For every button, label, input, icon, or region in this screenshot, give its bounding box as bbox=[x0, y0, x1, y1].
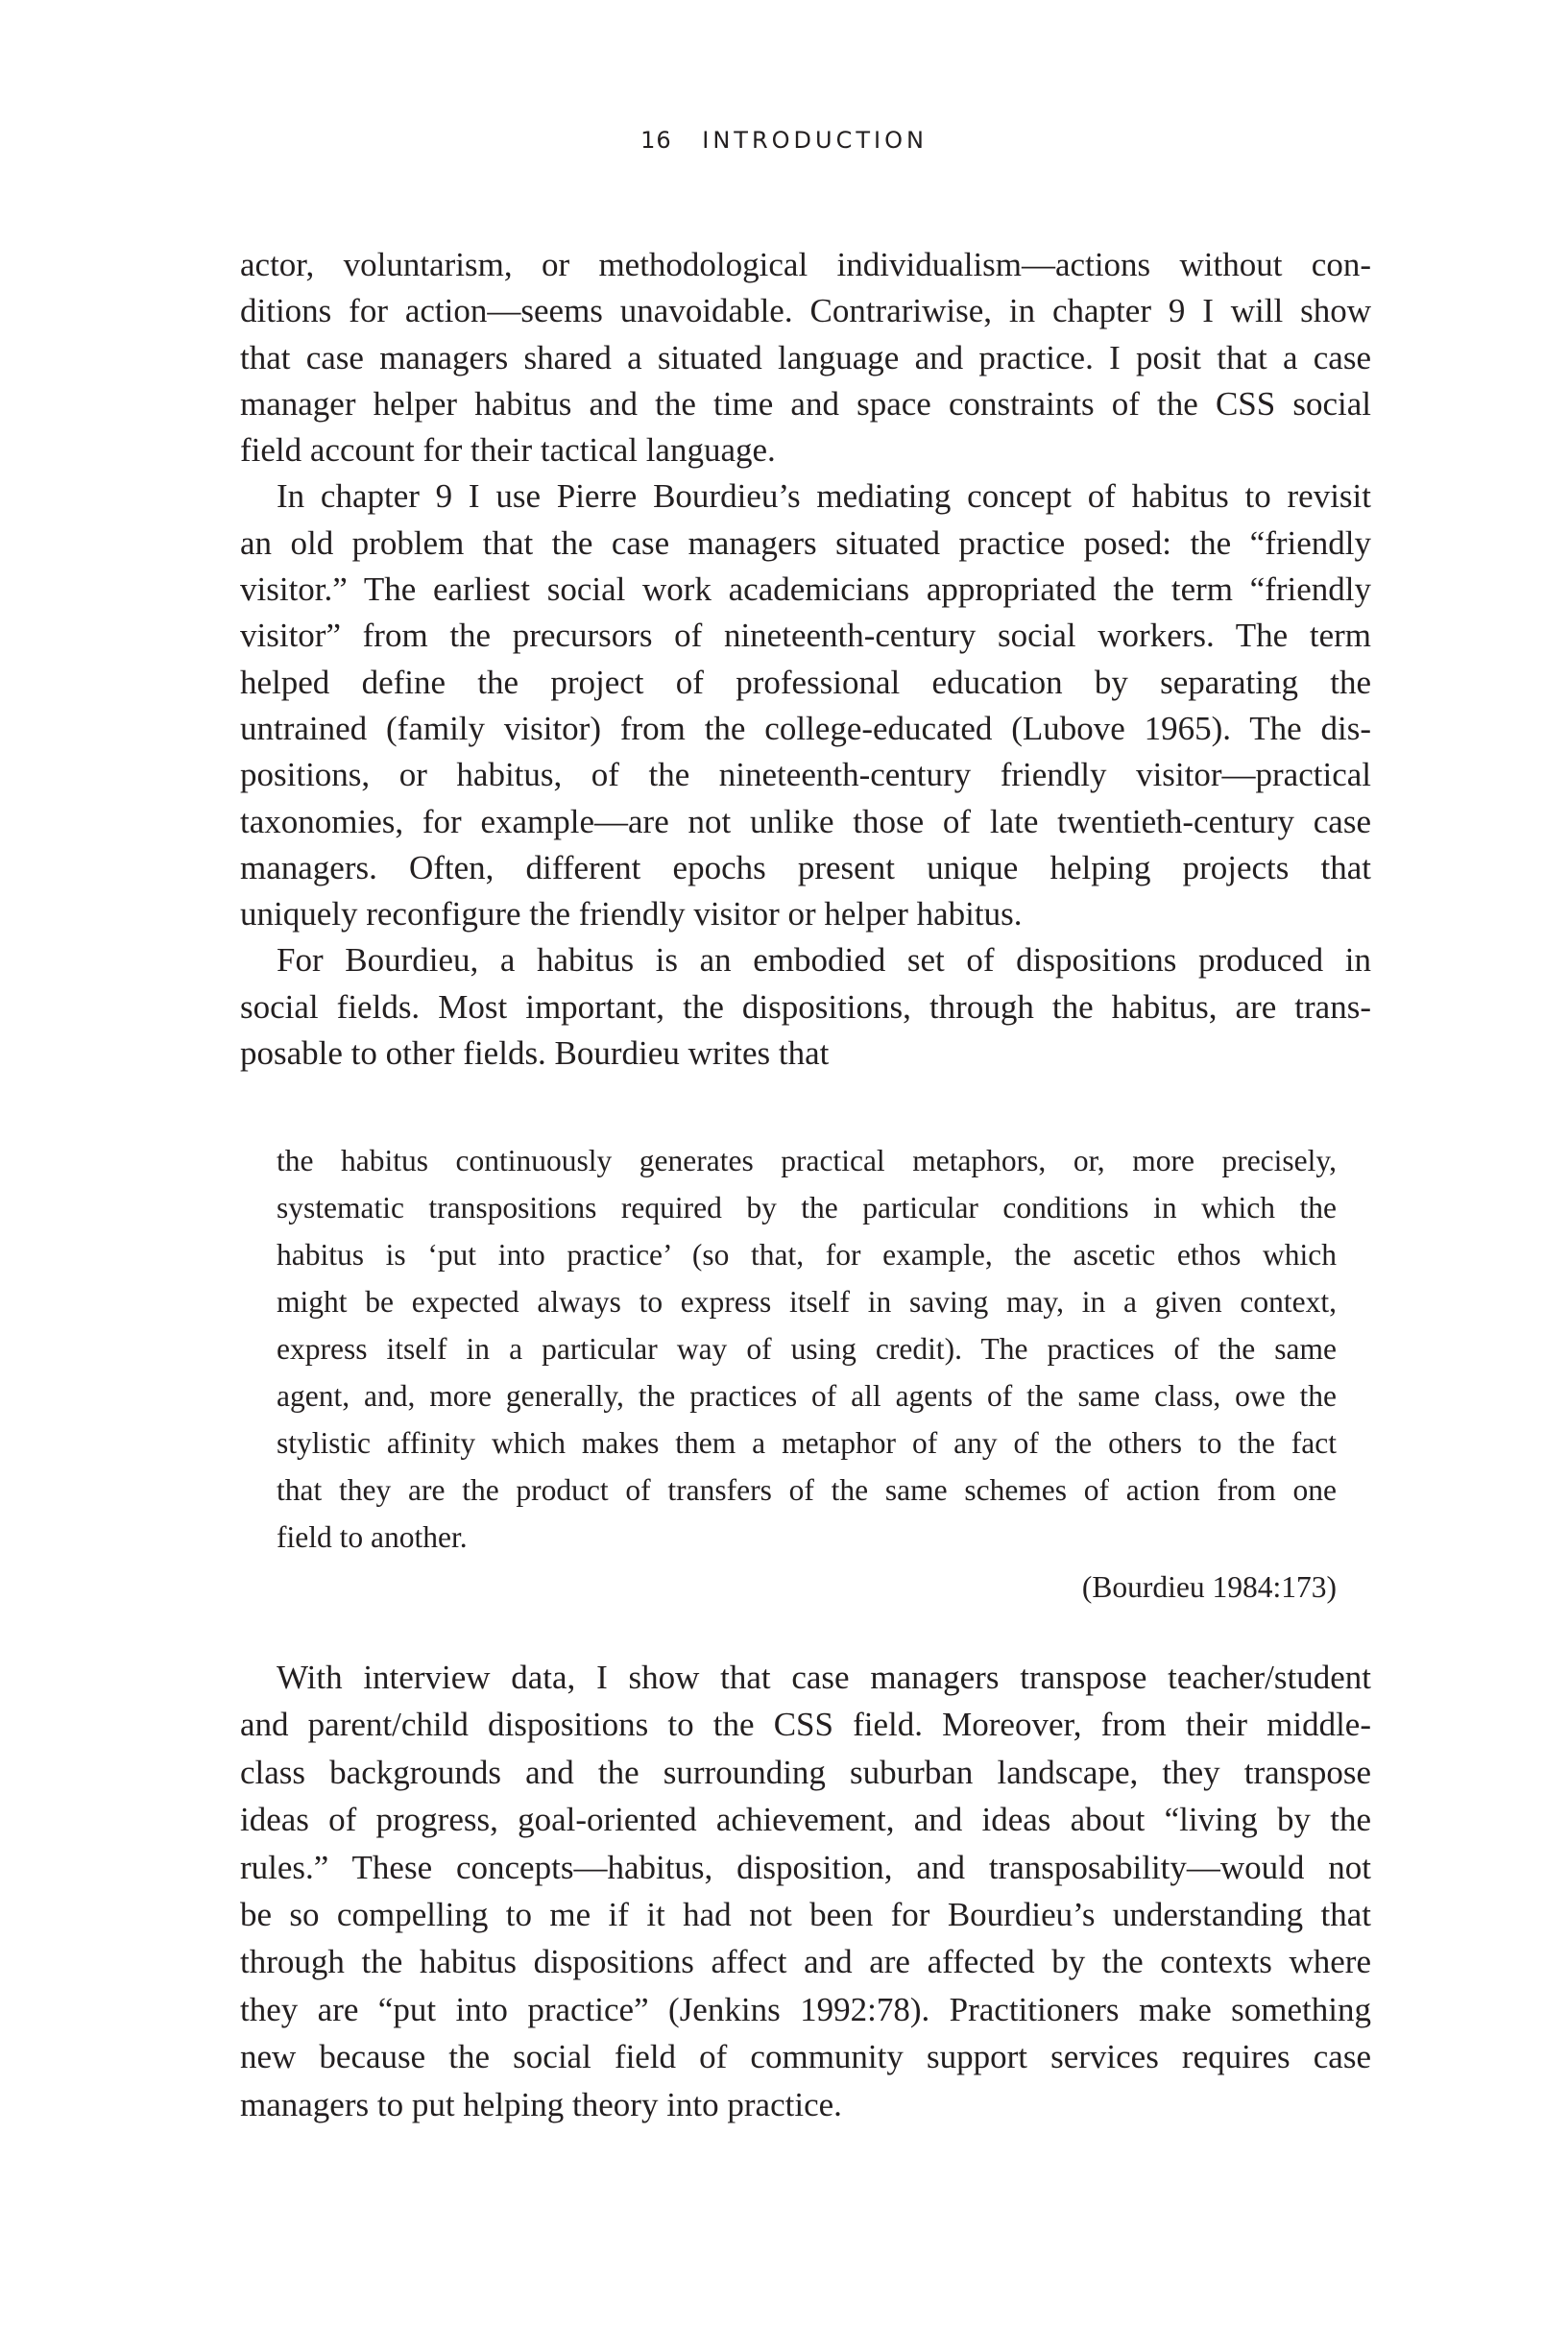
page-number: 16 bbox=[640, 127, 672, 154]
running-head bbox=[0, 127, 1568, 154]
quote-line: agent, and, more generally, the practices of all agents of the same class, owe the bbox=[277, 1379, 1337, 1413]
quote-line: stylistic affinity which makes them a metaphor of any of the others to the fact bbox=[277, 1426, 1337, 1460]
text-line: that case managers shared a situated language and practice. I posit that a case bbox=[240, 338, 1371, 376]
paragraph-3 bbox=[240, 937, 1371, 1077]
text-line: managers. Often, different epochs present unique helping projects that bbox=[240, 848, 1371, 886]
text-line: posable to other fields. Bourdieu writes that bbox=[240, 1034, 830, 1073]
text-line: taxonomies, for example—are not unlike those of late twentieth-century case bbox=[240, 802, 1371, 840]
text-line: ideas of progress, goal-oriented achievement, and ideas about “living by the bbox=[240, 1801, 1371, 1839]
quote-line: habitus is ‘put into practice’ (so that, for example, the ascetic ethos which bbox=[277, 1238, 1337, 1272]
text-line: and parent/child dispositions to the CSS field. Moreover, from their middle- bbox=[240, 1706, 1371, 1744]
body-text-bottom bbox=[240, 1654, 1371, 2128]
text-line: For Bourdieu, a habitus is an embodied set of dispositions produced in bbox=[277, 941, 1371, 980]
quote-line: field to another. bbox=[277, 1520, 468, 1554]
quote-line: systematic transpositions required by the particular conditions in which the bbox=[277, 1191, 1337, 1224]
text-line: class backgrounds and the surrounding suburban landscape, they transpose bbox=[240, 1753, 1371, 1791]
text-line: uniquely reconfigure the friendly visitor or helper habitus. bbox=[240, 895, 1023, 934]
quote-line: express itself in a particular way of using credit). The practices of the same bbox=[277, 1332, 1337, 1366]
text-line: With interview data, I show that case managers transpose teacher/student bbox=[277, 1659, 1371, 1696]
paragraph-2 bbox=[240, 473, 1371, 937]
text-line: visitor” from the precursors of nineteenth-century social workers. The term bbox=[240, 617, 1371, 655]
quote-line: might be expected always to express itself in saving may, in a given context, bbox=[277, 1285, 1337, 1319]
text-line: manager helper habitus and the time and space constraints of the CSS social bbox=[240, 384, 1371, 423]
text-line: untrained (family visitor) from the college-educated (Lubove 1965). The dis- bbox=[240, 709, 1371, 747]
body-text-top bbox=[240, 242, 1371, 1077]
quote-line: that they are the product of transfers of the same schemes of action from one bbox=[277, 1473, 1337, 1507]
text-line: helped define the project of professional education by separating the bbox=[240, 663, 1371, 701]
text-line: managers to put helping theory into practice. bbox=[240, 2085, 842, 2123]
text-line: through the habitus dispositions affect and are affected by the contexts where bbox=[240, 1943, 1371, 1981]
text-line: visitor.” The earliest social work academicians appropriated the term “friendly bbox=[240, 570, 1371, 609]
text-line: new because the social field of community support services requires case bbox=[240, 2038, 1371, 2076]
text-line: In chapter 9 I use Pierre Bourdieu’s mediating concept of habitus to revisit bbox=[277, 477, 1371, 516]
quote-citation: (Bourdieu 1984:173) bbox=[1081, 1570, 1337, 1604]
block-quote bbox=[277, 1137, 1337, 1561]
text-line: they are “put into practice” (Jenkins 1992:78). Practitioners make something bbox=[240, 1990, 1371, 2028]
text-line: actor, voluntarism, or methodological individualism—actions without con- bbox=[240, 246, 1371, 283]
text-line: positions, or habitus, of the nineteenth-century friendly visitor—practical bbox=[240, 756, 1371, 794]
quote-line: the habitus continuously generates practical metaphors, or, more precisely, bbox=[277, 1144, 1337, 1177]
paragraph-4 bbox=[240, 1654, 1371, 2128]
chapter-title: INTRODUCTION bbox=[702, 127, 928, 154]
text-line: social fields. Most important, the dispositions, through the habitus, are trans- bbox=[240, 987, 1371, 1026]
text-line: ditions for action—seems unavoidable. Contrariwise, in chapter 9 I will show bbox=[240, 292, 1371, 330]
text-line: an old problem that the case managers situated practice posed: the “friendly bbox=[240, 523, 1371, 562]
paragraph-1 bbox=[240, 242, 1371, 473]
text-line: field account for their tactical language. bbox=[240, 431, 776, 470]
text-line: be so compelling to me if it had not been for Bourdieu’s understanding that bbox=[240, 1895, 1371, 1933]
text-line: rules.” These concepts—habitus, disposition, and transposability—would not bbox=[240, 1848, 1371, 1886]
